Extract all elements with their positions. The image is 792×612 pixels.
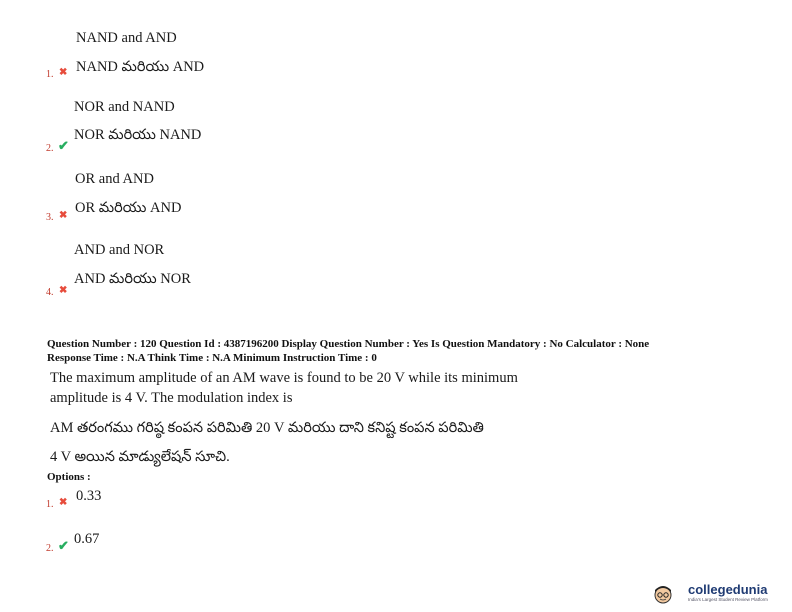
wrong-mark-icon: ✖ [59, 285, 68, 296]
question-text-te-2: 4 V అయిన మాడ్యులేషన్ సూచి. [50, 449, 230, 465]
option-text-te: AND మరియు NOR [74, 271, 191, 287]
option-number: 3. [46, 212, 54, 223]
brand-logo [652, 582, 787, 606]
option-value: 0.33 [76, 488, 102, 504]
options-label: Options : [47, 471, 91, 483]
wrong-mark-icon: ✖ [59, 497, 68, 508]
question-meta-line-1: Question Number : 120 Question Id : 4387196200 Display Question Number : Yes Is Question Mandatory : No Calculator : None [47, 338, 650, 350]
option-text-te: OR మరియు AND [75, 200, 182, 216]
question-text-te-1: AM తరంగము గరిష్ఠ కంపన పరిమితి 20 V మరియు దాని కనిష్ట కంపన పరిమితి [50, 420, 484, 436]
correct-mark-icon: ✔ [58, 138, 69, 153]
option-number: 2. [46, 143, 54, 154]
option-text-en: NAND and AND [76, 30, 177, 46]
question-text-en-2: amplitude is 4 V. The modulation index is [50, 390, 293, 406]
wrong-mark-icon: ✖ [59, 210, 68, 221]
option-value: 0.67 [74, 531, 100, 547]
option-text-te: NAND మరియు AND [76, 59, 205, 75]
option-text-te: NOR మరియు NAND [74, 127, 202, 143]
correct-mark-icon: ✔ [58, 538, 69, 553]
brand-tagline: India's Largest Student Review Platform [688, 597, 768, 602]
question-text-en-1: The maximum amplitude of an AM wave is found to be 20 V while its minimum [50, 370, 518, 386]
mascot-icon [652, 584, 674, 604]
wrong-mark-icon: ✖ [59, 67, 68, 78]
option-number: 2. [46, 543, 54, 554]
option-text-en: NOR and NAND [74, 99, 175, 115]
option-number: 4. [46, 287, 54, 298]
option-text-en: AND and NOR [74, 242, 165, 258]
question-meta-line-2: Response Time : N.A Think Time : N.A Minimum Instruction Time : 0 [47, 352, 377, 364]
brand-name: collegedunia [688, 582, 768, 597]
option-number: 1. [46, 69, 54, 80]
option-number: 1. [46, 499, 54, 510]
option-text-en: OR and AND [75, 171, 154, 187]
